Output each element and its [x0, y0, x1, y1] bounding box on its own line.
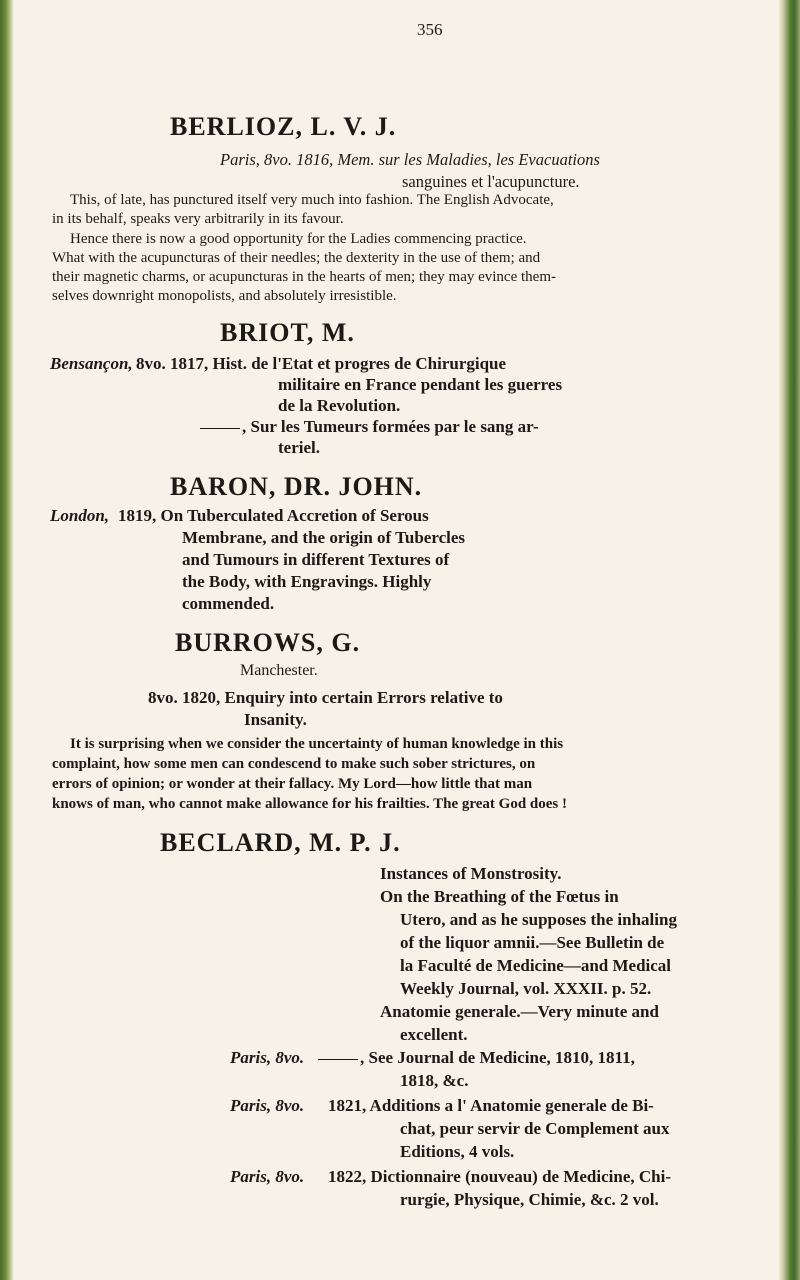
beclard-ref3-line-2: chat, peur servir de Complement aux	[400, 1119, 670, 1138]
baron-ref-line-2: Membrane, and the origin of Tubercles	[182, 528, 466, 547]
beclard-ref2-line-2: 1818, &c.	[400, 1071, 469, 1090]
berlioz-comment-6: selves downright monopolists, and absolutely irresistible.	[52, 288, 397, 304]
berlioz-comment-3: Hence there is now a good opportunity for the Ladies commencing practice.	[70, 231, 527, 247]
page-binding-edge	[0, 0, 14, 1280]
ditto-rule	[318, 1059, 358, 1060]
burrows-subheading: Manchester.	[240, 662, 318, 679]
beclard-ref-line-1: Instances of Monstrosity.	[380, 864, 562, 883]
berlioz-comment-1: This, of late, has punctured itself very much into fashion. The English Advocate,	[70, 192, 554, 208]
burrows-ref-line-2: Insanity.	[244, 710, 307, 729]
berlioz-comment-2: in its behalf, speaks very arbitrarily in its favour.	[52, 211, 344, 227]
briot-ref-place: Bensançon,	[50, 354, 133, 373]
berlioz-reference	[220, 150, 600, 170]
beclard-ref3-line-1: 1821, Additions a l' Anatomie generale de Bi-	[328, 1096, 654, 1115]
briot-ref-line-5: teriel.	[278, 438, 320, 457]
beclard-ref-line-4: of the liquor amnii.—See Bulletin de	[400, 933, 665, 952]
briot-ref-line-4-text: , Sur les Tumeurs formées par le sang ar-	[242, 417, 539, 436]
burrows-comment-3: errors of opinion; or wonder at their fallacy. My Lord—how little that man	[52, 776, 533, 792]
entry-heading-burrows: BURROWS, G.	[175, 628, 361, 657]
burrows-comment-2: complaint, how some men can condescend to make such sober strictures, on	[52, 756, 536, 772]
beclard-ref4-line-1: 1822, Dictionnaire (nouveau) de Medicine, Chi-	[328, 1167, 671, 1186]
berlioz-comment-4: What with the acupuncturas of their needles; the dexterity in the use of them; and	[52, 250, 541, 266]
entry-heading-beclard: BECLARD, M. P. J.	[160, 828, 401, 857]
beclard-ref-line-2: On the Breathing of the Fœtus in	[380, 887, 619, 906]
burrows-ref-line-1: 8vo. 1820, Enquiry into certain Errors relative to	[148, 688, 503, 707]
entry-heading-berlioz: BERLIOZ, L. V. J.	[170, 112, 397, 141]
ditto-rule	[200, 428, 240, 429]
beclard-ref3-place: Paris, 8vo.	[230, 1096, 305, 1115]
beclard-ref-line-5: la Faculté de Medicine—and Medical	[400, 956, 672, 975]
beclard-ref2-line-1-text: , See Journal de Medicine, 1810, 1811,	[360, 1048, 635, 1067]
beclard-ref4-line-2: rurgie, Physique, Chimie, &c. 2 vol.	[400, 1190, 659, 1209]
briot-ref-line-1: 8vo. 1817, Hist. de l'Etat et progres de Chirurgique	[136, 354, 507, 373]
beclard-ref2-line-1	[318, 1048, 635, 1068]
page-outer-edge	[778, 0, 800, 1280]
burrows-comment-4: knows of man, who cannot make allowance for his frailties. The great God does !	[52, 796, 568, 812]
page-number: 356	[417, 20, 443, 39]
beclard-ref-line-8: excellent.	[400, 1025, 468, 1044]
beclard-ref4-place: Paris, 8vo.	[230, 1167, 305, 1186]
briot-ref-line-3: de la Revolution.	[278, 396, 401, 415]
baron-ref-line-5: commended.	[182, 594, 275, 613]
entry-heading-briot: BRIOT, M.	[220, 318, 355, 347]
beclard-ref-line-7: Anatomie generale.—Very minute and	[380, 1002, 659, 1021]
beclard-ref3-line-3: Editions, 4 vols.	[400, 1142, 515, 1161]
baron-ref-line-4: the Body, with Engravings. Highly	[182, 572, 432, 591]
beclard-ref-line-3: Utero, and as he supposes the inhaling	[400, 910, 677, 929]
baron-ref-line-3: and Tumours in different Textures of	[182, 550, 450, 569]
berlioz-ref-cont: sanguines et l'acupuncture.	[402, 172, 580, 191]
baron-ref-line-1: 1819, On Tuberculated Accretion of Serous	[118, 506, 429, 525]
baron-ref-place: London,	[50, 506, 110, 525]
page-content	[50, 0, 750, 1280]
briot-ref-line-4	[200, 417, 539, 437]
burrows-comment-1: It is surprising when we consider the uncertainty of human knowledge in this	[70, 736, 564, 752]
beclard-ref2-place: Paris, 8vo.	[230, 1048, 305, 1067]
beclard-ref-line-6: Weekly Journal, vol. XXXII. p. 52.	[400, 979, 652, 998]
berlioz-ref-text: Paris, 8vo. 1816, Mem. sur les Maladies, les Evacuations	[220, 150, 600, 169]
entry-heading-baron: BARON, DR. JOHN.	[170, 472, 423, 501]
briot-ref-line-2: militaire en France pendant les guerres	[278, 375, 563, 394]
berlioz-comment-5: their magnetic charms, or acupuncturas in the hearts of men; they may evince them-	[52, 269, 556, 285]
